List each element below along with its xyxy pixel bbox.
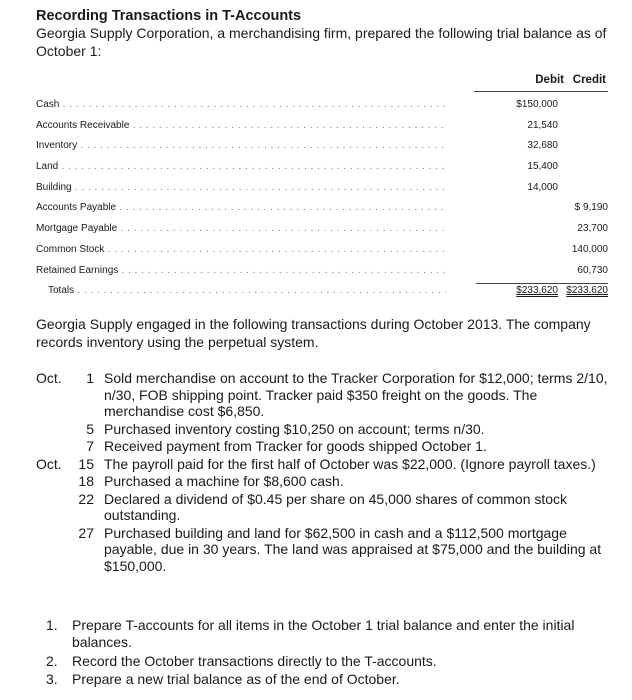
step-number: 2. [46, 652, 58, 669]
step-text: Prepare T-accounts for all items in the October 1 trial balance and enter the initial balances. [72, 617, 575, 650]
transaction-day: 5 [86, 420, 94, 437]
credit-value: $ 9,190 [574, 202, 608, 214]
step-number: 1. [46, 617, 58, 633]
intro-paragraph: Georgia Supply Corporation, a merchandising firm, prepared the following trial balance as of October 1: [36, 25, 607, 59]
credit-value: 60,730 [577, 264, 608, 276]
account-label: Cash . . . [36, 99, 446, 110]
table-row [36, 220, 611, 241]
list-item [36, 525, 616, 575]
list-item [36, 438, 616, 455]
transaction-text: Purchased inventory costing $10,250 on account; terms n/30. [104, 420, 485, 437]
account-label: Accounts Receivable . . . [36, 120, 446, 131]
table-row [36, 179, 611, 200]
transaction-day: 22 [78, 490, 94, 507]
list-item [36, 473, 616, 490]
list-item [36, 370, 616, 420]
credit-value: 23,700 [577, 223, 608, 235]
debit-header: Debit [535, 74, 564, 86]
transaction-text: Purchased a machine for $8,600 cash. [104, 473, 344, 489]
step-text: Prepare a new trial balance as of the end of October. [72, 671, 400, 687]
table-row [36, 96, 611, 117]
table-row [36, 262, 611, 283]
debit-value: 32,680 [527, 140, 558, 152]
transaction-day: 1 [86, 370, 94, 386]
account-label: Accounts Payable . . . [36, 202, 446, 213]
debit-sum-rule [476, 283, 562, 284]
debit-header-rule [474, 91, 564, 92]
transaction-month: Oct. [36, 370, 62, 386]
trial-balance-header [36, 74, 611, 96]
debit-value: $150,000 [516, 99, 558, 110]
account-label: Building . . . [36, 182, 446, 193]
transaction-text: Sold merchandise on account to the Tracker Corporation for $12,000; terms 2/10, n/30, FOB shipping point. Tracker paid $350 freight on the goods. The merchandise cost $6,850. [104, 370, 608, 419]
account-label: Retained Earnings . . . [36, 265, 446, 276]
step-number: 3. [46, 671, 58, 687]
transaction-day: 15 [78, 455, 94, 472]
account-label: Common Stock . . . [36, 244, 446, 255]
list-item [36, 617, 606, 651]
credit-value: 140,000 [571, 243, 608, 255]
account-label: Mortgage Payable . . . [36, 223, 446, 234]
account-label: Inventory . . . [36, 140, 446, 151]
debit-value: 15,400 [527, 161, 558, 173]
credit-header-rule [554, 91, 608, 92]
totals-label: Totals . . . [36, 285, 446, 296]
transaction-day: 27 [78, 524, 94, 541]
totals-row [36, 282, 611, 303]
table-row [36, 158, 611, 179]
transaction-list [36, 370, 616, 575]
instructions-list [36, 617, 606, 690]
table-row [36, 199, 611, 220]
step-text: Record the October transactions directly to the T-accounts. [72, 652, 437, 669]
debit-value: 14,000 [527, 181, 558, 193]
transaction-text: The payroll paid for the first half of October was $22,000. (Ignore payroll taxes.) [104, 455, 596, 472]
transaction-month: Oct. [36, 455, 62, 472]
table-row [36, 137, 611, 158]
list-item [36, 671, 606, 688]
transactions-intro: Georgia Supply engaged in the following transactions during October 2013. The company records inventory using the perpetual system. [36, 316, 591, 350]
list-item [36, 456, 616, 473]
list-item [36, 653, 606, 670]
table-row [36, 117, 611, 138]
trial-balance [36, 74, 611, 303]
credit-sum-rule [558, 283, 608, 284]
transaction-text: Received payment from Tracker for goods shipped October 1. [104, 438, 487, 454]
page-title: Recording Transactions in T-Accounts [36, 8, 302, 24]
account-label: Land . . . [36, 161, 446, 172]
list-item [36, 491, 616, 524]
debit-value: 21,540 [527, 119, 558, 131]
transaction-day: 7 [86, 438, 94, 454]
transaction-day: 18 [78, 473, 94, 489]
transaction-text: Declared a dividend of $0.45 per share on 45,000 shares of common stock outstanding. [104, 490, 568, 523]
list-item [36, 421, 616, 438]
credit-header: Credit [572, 74, 606, 86]
transaction-text: Purchased building and land for $62,500 in cash and a $112,500 mortgage payable, due in 30 years. The land was appraised at $75,000 and the building at $150,000. [104, 524, 602, 574]
credit-total: $233,620 [566, 285, 608, 297]
table-row [36, 241, 611, 262]
debit-total: $233,620 [516, 285, 558, 297]
